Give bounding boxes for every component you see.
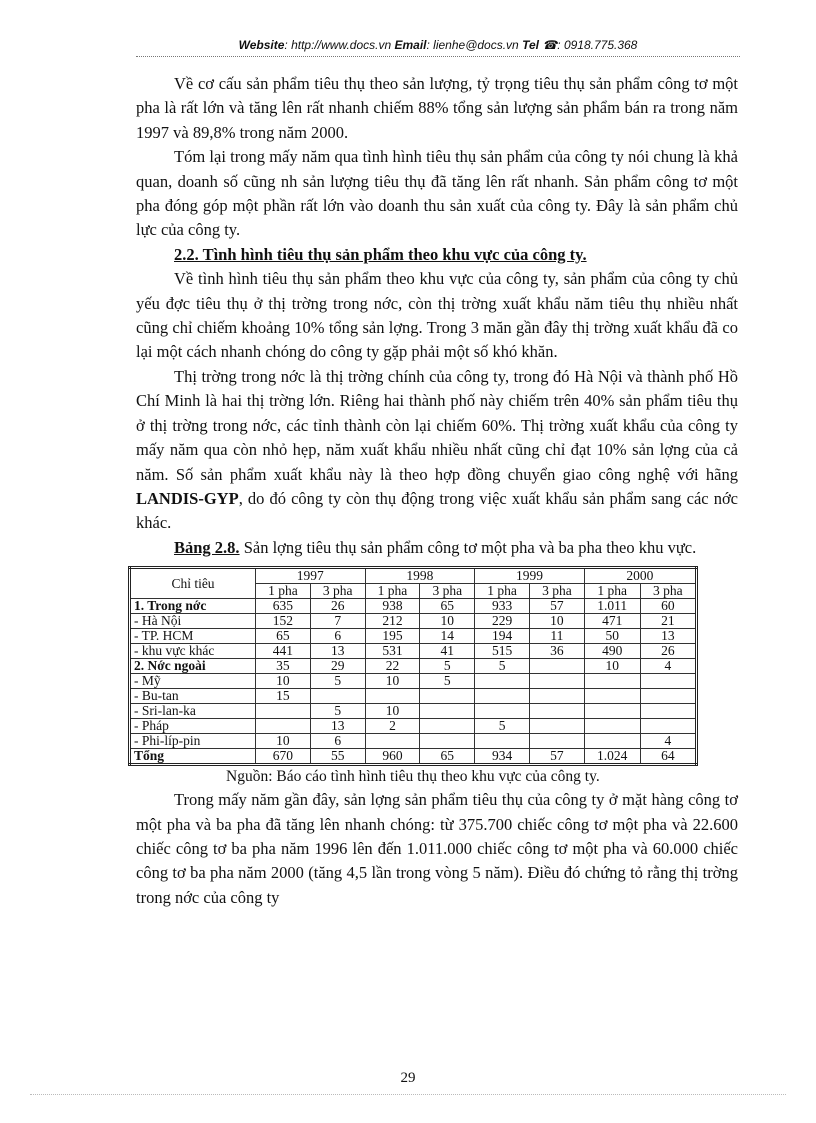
table-cell [640, 719, 696, 734]
table-cell: 635 [256, 599, 311, 614]
table-cell: 22 [365, 659, 420, 674]
row-label: - khu vực khác [130, 644, 256, 659]
table-row [130, 704, 697, 719]
table-cell: 13 [640, 629, 696, 644]
tel-label: Tel [522, 38, 539, 52]
table-cell: 21 [640, 614, 696, 629]
table-row [130, 599, 697, 614]
row-label: - Mỹ [130, 674, 256, 689]
paragraph-5: Trong mấy năm gần đây, sản lợng sản phẩm tiêu thụ của công ty ở mặt hàng công tơ một pha và ba pha đã tăng lên nhanh chóng: từ 375.700 chiếc công tơ một pha và 22.600 chiếc công tơ ba pha năm 1996 lên đến 1.011.000 chiếc công tơ một pha và 60.000 chiếc công tơ ba pha năm 2000 (tăng 4,5 lần trong vòng 5 năm). Điều đó chứng tỏ rằng thị trờng trong nớc của công ty [136, 790, 738, 907]
year-header: 2000 [584, 568, 696, 584]
table-cell: 55 [310, 749, 365, 765]
brand-name: LANDIS-GYP [136, 488, 239, 508]
table-cell: 229 [475, 614, 530, 629]
table-cell: 7 [310, 614, 365, 629]
phase-header: 1 pha [584, 584, 640, 599]
row-label: Tổng [130, 749, 256, 765]
table-cell: 10 [584, 659, 640, 674]
table-cell [640, 704, 696, 719]
table-cell: 960 [365, 749, 420, 765]
row-label: - Hà Nội [130, 614, 256, 629]
table-cell [475, 734, 530, 749]
page-header [136, 38, 740, 52]
row-label: - Bu-tan [130, 689, 256, 704]
table-cell: 26 [310, 599, 365, 614]
table-row [130, 689, 697, 704]
table-cell: 212 [365, 614, 420, 629]
document-body [136, 72, 738, 910]
table-cell: 10 [529, 614, 584, 629]
table-cell [475, 704, 530, 719]
table-cell [475, 674, 530, 689]
table-cell [584, 734, 640, 749]
table-cell: 5 [475, 659, 530, 674]
table-cell: 195 [365, 629, 420, 644]
table-cell [529, 704, 584, 719]
table-cell: 65 [420, 599, 475, 614]
phase-header: 3 pha [420, 584, 475, 599]
table-cell [529, 674, 584, 689]
table-cell: 531 [365, 644, 420, 659]
table-cell: 11 [529, 629, 584, 644]
table-cell: 5 [420, 674, 475, 689]
table-cell: 15 [256, 689, 311, 704]
table-cell: 10 [365, 704, 420, 719]
table-cell [420, 704, 475, 719]
table-cell [584, 704, 640, 719]
table-cell [256, 704, 311, 719]
table-cell: 933 [475, 599, 530, 614]
table-row [130, 734, 697, 749]
table-cell: 471 [584, 614, 640, 629]
table-cell: 36 [529, 644, 584, 659]
table-cell [365, 689, 420, 704]
table-cell [420, 719, 475, 734]
email-label: Email [394, 38, 427, 52]
phone-icon: ☎ [542, 38, 558, 52]
table-cell: 4 [640, 659, 696, 674]
table-cell: 194 [475, 629, 530, 644]
table-cell [475, 689, 530, 704]
table-cell: 670 [256, 749, 311, 765]
header-divider [136, 56, 740, 57]
table-cell: 2 [365, 719, 420, 734]
table-cell: 5 [420, 659, 475, 674]
table-cell [529, 659, 584, 674]
table-header-row [130, 568, 697, 584]
phase-header: 3 pha [640, 584, 696, 599]
table-cell [584, 689, 640, 704]
paragraph-4-start: Thị trờng trong nớc là thị trờng chính của công ty, trong đó Hà Nội và thành phố Hồ Chí Minh là hai thị trờng lớn. Riêng hai thành phố này chiếm trên 40% sản phẩm tiêu thụ ở thị trờng trong nớc, các tỉnh thành còn lại chiếm 60%. Thị trờng xuất khẩu của công ty mấy năm qua còn nhỏ hẹp, năm xuất khẩu nhiều nhất cũng chỉ đạt 10% sản lợng của cả năm. Số sản phẩm xuất khẩu này là theo hợp đồng chuyển giao công nghệ với hãng [136, 366, 738, 484]
year-header: 1998 [365, 568, 475, 584]
table-cell: 14 [420, 629, 475, 644]
table-cell: 938 [365, 599, 420, 614]
table-corner-header: Chỉ tiêu [130, 568, 256, 599]
phase-header: 1 pha [365, 584, 420, 599]
tel-number: : 0918.775.368 [557, 38, 638, 52]
row-label: - Sri-lan-ka [130, 704, 256, 719]
table-cell: 6 [310, 734, 365, 749]
paragraph-2: Tóm lại trong mấy năm qua tình hình tiêu thụ sản phẩm của công ty nói chung là khả quan, doanh số cũng nh sản lượng tiêu thụ đã tăng lên rất nhanh. Sản phẩm công tơ một pha đóng góp một phần rất lớn vào doanh thu sản xuất của công ty. Đây là sản phẩm chủ lực của công ty. [136, 147, 738, 240]
footer-divider [30, 1094, 786, 1095]
phase-header: 3 pha [529, 584, 584, 599]
table-cell: 1.024 [584, 749, 640, 765]
table-cell: 152 [256, 614, 311, 629]
table-row [130, 629, 697, 644]
table-row [130, 749, 697, 765]
phase-header: 3 pha [310, 584, 365, 599]
table-cell: 65 [256, 629, 311, 644]
table-cell: 35 [256, 659, 311, 674]
table-cell: 10 [365, 674, 420, 689]
table-cell: 60 [640, 599, 696, 614]
table-cell: 515 [475, 644, 530, 659]
table-cell [365, 734, 420, 749]
website-url: : http://www.docs.vn [284, 38, 392, 52]
table-cell [420, 689, 475, 704]
table-cell: 4 [640, 734, 696, 749]
caption-text: Sản lợng tiêu thụ sản phẩm công tơ một pha và ba pha theo khu vực. [243, 537, 697, 557]
table-cell: 65 [420, 749, 475, 765]
table-row [130, 659, 697, 674]
table-cell [584, 674, 640, 689]
table-cell: 10 [256, 674, 311, 689]
table-cell [640, 689, 696, 704]
phase-header: 1 pha [475, 584, 530, 599]
table-cell: 57 [529, 749, 584, 765]
table-cell: 41 [420, 644, 475, 659]
table-cell: 64 [640, 749, 696, 765]
table-caption [136, 536, 738, 560]
paragraph-4 [136, 365, 738, 536]
section-title: 2.2. Tình hình tiêu thụ sản phẩm theo khu vực của công ty. [174, 244, 587, 264]
table-cell: 5 [475, 719, 530, 734]
email-address: : lienhe@docs.vn [426, 38, 519, 52]
table-cell: 13 [310, 644, 365, 659]
table-cell: 934 [475, 749, 530, 765]
table-cell: 50 [584, 629, 640, 644]
page-number: 29 [400, 1070, 416, 1086]
table-cell: 13 [310, 719, 365, 734]
year-header: 1999 [475, 568, 585, 584]
table-row [130, 719, 697, 734]
table-row [130, 644, 697, 659]
paragraph-4-end: , do đó công ty còn thụ động trong việc xuất khẩu sản phẩm sang các nớc khác. [136, 488, 738, 533]
paragraph-3: Về tình hình tiêu thụ sản phẩm theo khu vực của công ty, sản phẩm của công ty chủ yếu đợc tiêu thụ ở thị trờng trong nớc, còn thị trờng xuất khẩu năm tiêu thụ nhiều nhất cũng chỉ chiếm khoảng 10% tổng sản lợng. Trong 3 măn gần đây thị trờng xuất khẩu đã co lại một cách nhanh chóng do công ty gặp phải một số khó khăn. [136, 269, 738, 362]
table-cell: 29 [310, 659, 365, 674]
table-cell: 1.011 [584, 599, 640, 614]
table-cell [529, 719, 584, 734]
table-cell [529, 689, 584, 704]
table-source: Nguồn: Báo cáo tình hình tiêu thụ theo khu vực của công ty. [226, 768, 600, 786]
table-cell [640, 674, 696, 689]
table-cell: 490 [584, 644, 640, 659]
table-cell: 57 [529, 599, 584, 614]
caption-label: Bảng 2.8. [174, 537, 240, 557]
row-label: - Phi-líp-pin [130, 734, 256, 749]
table-cell: 26 [640, 644, 696, 659]
table-cell [310, 689, 365, 704]
row-label: - TP. HCM [130, 629, 256, 644]
table-cell: 10 [420, 614, 475, 629]
table-cell: 6 [310, 629, 365, 644]
phase-header: 1 pha [256, 584, 311, 599]
row-label: 1. Trong nớc [130, 599, 256, 614]
table-row [130, 674, 697, 689]
table-row [130, 614, 697, 629]
table-cell [420, 734, 475, 749]
table-cell: 5 [310, 674, 365, 689]
table-cell: 10 [256, 734, 311, 749]
table-cell [256, 719, 311, 734]
sales-table [128, 566, 698, 766]
website-label: Website [238, 38, 285, 52]
table-cell: 441 [256, 644, 311, 659]
row-label: - Pháp [130, 719, 256, 734]
row-label: 2. Nớc ngoài [130, 659, 256, 674]
table-cell: 5 [310, 704, 365, 719]
table-cell [529, 734, 584, 749]
paragraph-1: Về cơ cấu sản phẩm tiêu thụ theo sản lượng, tỷ trọng tiêu thụ sản phẩm công tơ một pha là rất lớn và tăng lên rất nhanh chiếm 88% tổng sản lượng sản phẩm bán ra trong năm 1997 và 89,8% trong năm 2000. [136, 74, 738, 142]
table-cell [584, 719, 640, 734]
year-header: 1997 [256, 568, 366, 584]
